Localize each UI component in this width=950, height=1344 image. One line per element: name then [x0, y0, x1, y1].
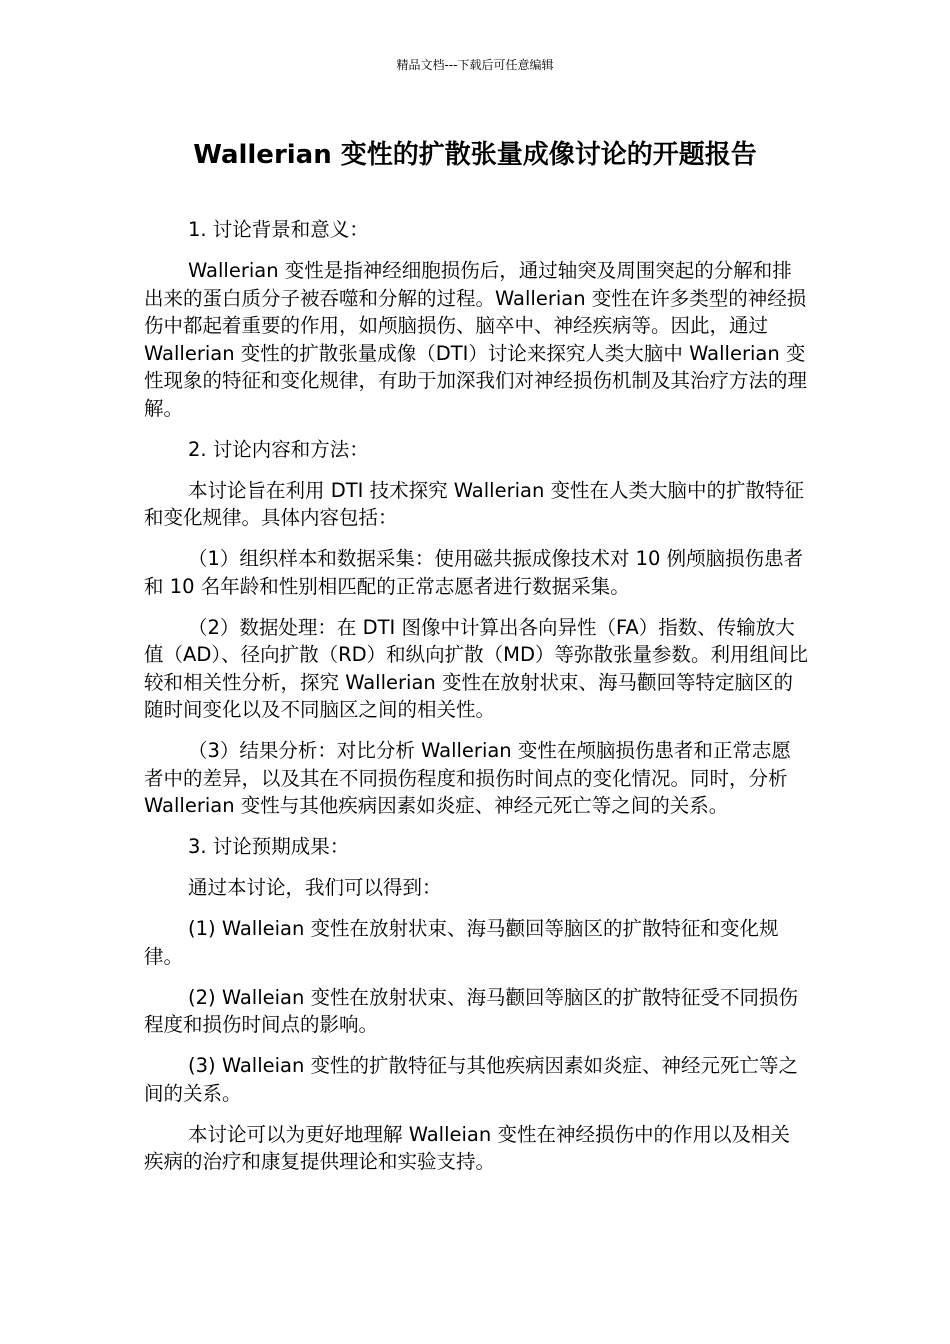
paragraph-item-3-analysis: （3）结果分析：对比分析 Wallerian 变性在颅脑损伤患者和正常志愿者中的差异，以及其在不同损伤程度和损伤时间点的变化情况。同时，分析 Wallerian 变性与其他疾病因素如炎症、神经元死亡等之间的关系。 — [144, 739, 791, 817]
header-watermark: 精品文档---下载后可任意编辑 — [396, 58, 554, 72]
paragraph-conclusion: 本讨论可以为更好地理解 Walleian 变性在神经损伤中的作用以及相关疾病的治疗和康复提供理论和实验支持。 — [144, 1122, 790, 1173]
paragraph-result-2: (2) Walleian 变性在放射状束、海马颧回等脑区的扩散特征受不同损伤程度和损伤时间点的影响。 — [144, 985, 799, 1036]
section-heading-background: 1. 讨论背景和意义： — [188, 218, 369, 241]
paragraph-item-1-sampling: （1）组织样本和数据采集：使用磁共振成像技术对 10 例颅脑损伤患者和 10 名年龄和性别相匹配的正常志愿者进行数据采集。 — [144, 547, 804, 598]
document-body — [144, 216, 808, 1189]
paragraph-result-1: (1) Walleian 变性在放射状束、海马颧回等脑区的扩散特征和变化规律。 — [144, 917, 779, 968]
section-heading-content-method: 2. 讨论内容和方法： — [188, 437, 369, 461]
paragraph-item-2-processing: （2）数据处理：在 DTI 图像中计算出各向异性（FA）指数、传输放大值（AD）、径向扩散（RD）和纵向扩散（MD）等弥散张量参数。利用组间比较和相关性分析，探究 Wallerian 变性在放射状束、海马颧回等特定脑区的随时间变化以及不同脑区之间的相关性。 — [144, 615, 809, 721]
paragraph-result-3: (3) Walleian 变性的扩散特征与其他疾病因素如炎症、神经元死亡等之间的关系。 — [144, 1054, 799, 1105]
paragraph-content-intro: 本讨论旨在利用 DTI 技术探究 Wallerian 变性在人类大脑中的扩散特征和变化规律。具体内容包括： — [144, 478, 805, 529]
paragraph-background: Wallerian 变性是指神经细胞损伤后，通过轴突及周围突起的分解和排出来的蛋白质分子被吞噬和分解的过程。Wallerian 变性在许多类型的神经损伤中都起着重要的作用，如颅脑损伤、脑卒中、神经疾病等。因此，通过 Wallerian 变性的扩散张量成像（DTI）讨论来探究人类大脑中 Wallerian 变性现象的特征和变化规律，有助于加深我们对神经损伤机制及其治疗方法的理解。 — [144, 259, 808, 420]
paragraph-results-intro: 通过本讨论，我们可以得到： — [188, 876, 442, 899]
document-title: Wallerian 变性的扩散张量成像讨论的开题报告 — [193, 140, 757, 170]
section-heading-expected-results: 3. 讨论预期成果： — [188, 835, 350, 858]
